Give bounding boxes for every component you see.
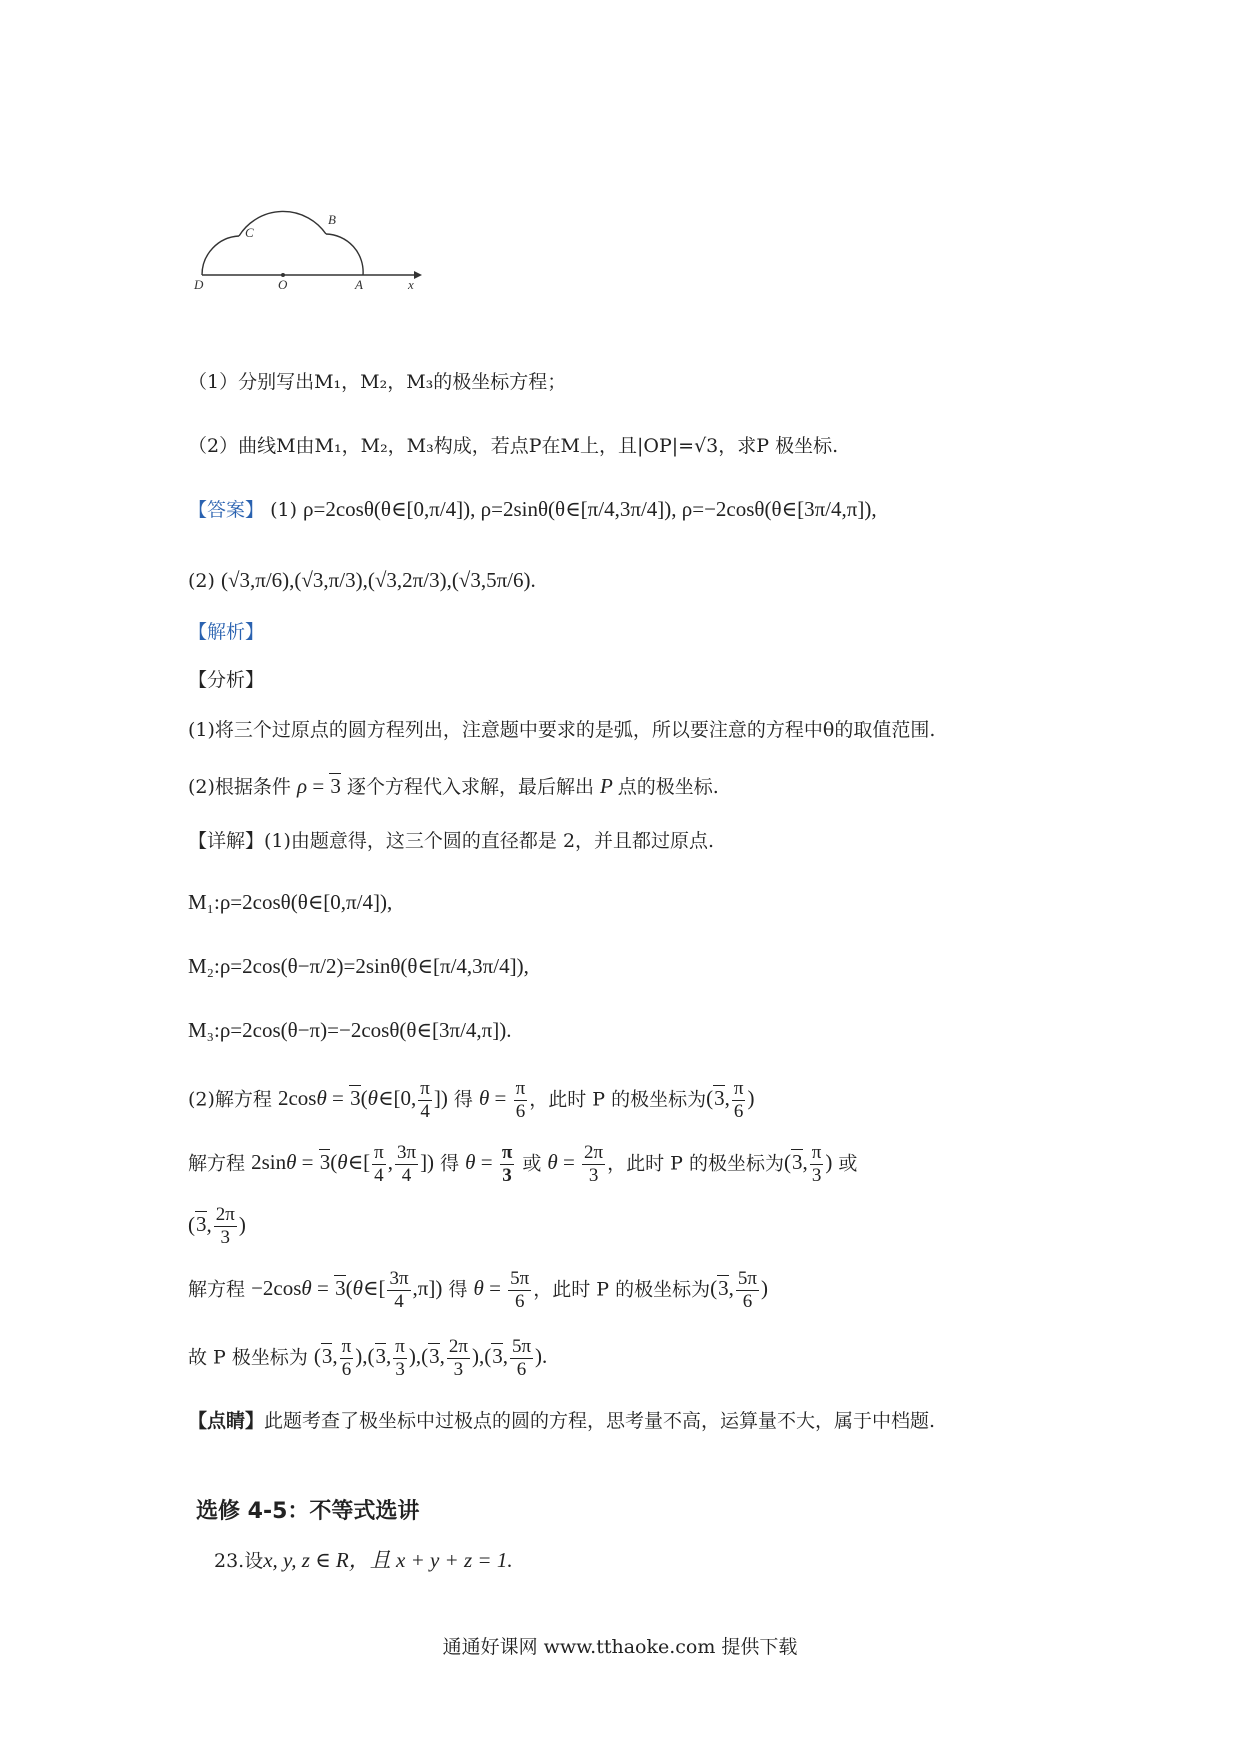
detail-solve2-then: ，此时 P 的极坐标为 bbox=[607, 1152, 785, 1175]
detail-m2: M₂:ρ=2cos(θ−π/2)=2sinθ(θ∈[π/4,3π/4]), bbox=[188, 954, 529, 978]
detail-conclusion-coords: (3, $\frac{\pi}{6}$ ),(3, $\frac{\pi}{3}$ ),(3, $\frac{2\pi}{3}$ ),(3, $\frac{5\pi}{6}$ ). bbox=[313, 1336, 548, 1380]
analysis-line2-p: P bbox=[600, 774, 618, 798]
comment-text: 此题考查了极坐标中过极点的圆的方程，思考量不高，运算量不大，属于中档题. bbox=[264, 1410, 936, 1432]
detail-solve1-then: ，此时 P 的极坐标为 bbox=[529, 1088, 707, 1111]
detail-solve3-coord: (3, $\frac{5\pi}{6}$ ) bbox=[710, 1268, 768, 1312]
answer-tag: 【答案】 bbox=[188, 499, 265, 521]
detail-solve1-prefix: (2)解方程 bbox=[188, 1088, 272, 1111]
curve-figure bbox=[190, 180, 430, 290]
analysis-subtag: 【分析】 bbox=[188, 669, 265, 691]
label-c: C bbox=[245, 225, 254, 240]
arc-m1 bbox=[326, 234, 363, 275]
q23-text: x, y, z ∈ R，且 x + y + z = 1. bbox=[263, 1548, 513, 1572]
detail-solve3-get: 得 bbox=[448, 1278, 468, 1301]
label-x: x bbox=[408, 277, 414, 290]
x-axis-arrow bbox=[414, 271, 422, 279]
analysis-line-1: (1)将三个过原点的圆方程列出，注意题中要求的是弧，所以要注意的方程中θ的取值范围. bbox=[188, 719, 936, 741]
question-23 bbox=[214, 1546, 513, 1575]
detail-solve-1 bbox=[188, 1078, 754, 1123]
detail-solve3-then: ，此时 P 的极坐标为 bbox=[533, 1278, 711, 1301]
detail-solve2-eq: 2sinθ = 3(θ∈[ $\frac{\pi}{4}$ , $\frac{3\pi}{4}$ ]) bbox=[251, 1142, 435, 1186]
answer-part2-formula: (√3,π/6),(√3,π/3),(√3,2π/3),(√3,5π/6). bbox=[220, 568, 536, 592]
detail-solve3-eq: −2cosθ = 3(θ∈[ $\frac{3\pi}{4}$ ,π]) bbox=[251, 1268, 443, 1312]
detail-conclusion bbox=[188, 1336, 547, 1381]
detail-solve1-coord: (3, $\frac{\pi}{6}$ ) bbox=[706, 1078, 755, 1122]
label-o: O bbox=[278, 277, 288, 290]
detail-solve1-theta: θ = $\frac{\pi}{6}$ bbox=[478, 1078, 526, 1122]
detail-solve2-or2: 或 bbox=[838, 1152, 858, 1175]
label-b: B bbox=[328, 212, 336, 227]
analysis-tag: 【解析】 bbox=[188, 621, 265, 643]
detail-solve2-coord1: (3, $\frac{\pi}{3}$ ) bbox=[784, 1142, 833, 1186]
detail-solve3-prefix: 解方程 bbox=[188, 1278, 246, 1301]
detail-intro-text: (1)由题意得，这三个圆的直径都是 2，并且都过原点. bbox=[264, 830, 715, 852]
detail-solve-2 bbox=[188, 1142, 857, 1187]
answer-part2 bbox=[188, 566, 536, 595]
answer-part1-formula: ρ=2cosθ(θ∈[0,π/4]), ρ=2sinθ(θ∈[π/4,3π/4]), ρ=−2cosθ(θ∈[3π/4,π]), bbox=[303, 497, 877, 521]
q23-prefix: 23.设 bbox=[214, 1550, 264, 1572]
analysis-line2-c: 点的极坐标. bbox=[617, 776, 719, 798]
detail-m3: M₃:ρ=2cos(θ−π)=−2cosθ(θ∈[3π/4,π]). bbox=[188, 1018, 512, 1042]
detail-solve2-prefix: 解方程 bbox=[188, 1152, 246, 1175]
analysis-line2-a: (2)根据条件 bbox=[188, 776, 291, 798]
answer-part1 bbox=[188, 495, 877, 524]
detail-intro bbox=[188, 827, 714, 855]
detail-m1: M₁:ρ=2cosθ(θ∈[0,π/4]), bbox=[188, 890, 393, 914]
detail-solve2-coord2: (3, $\frac{2\pi}{3}$ ) bbox=[188, 1204, 246, 1248]
comment-tag: 【点睛】 bbox=[188, 1410, 265, 1432]
comment bbox=[188, 1407, 935, 1435]
detail-solve2-or: 或 bbox=[522, 1152, 542, 1175]
detail-solve1-eq: 2cosθ = 3(θ∈[0, $\frac{\pi}{4}$ ]) bbox=[277, 1078, 448, 1122]
detail-solve1-get: 得 bbox=[453, 1088, 473, 1111]
label-d: D bbox=[194, 277, 204, 290]
label-a: A bbox=[355, 277, 363, 290]
section-title: 选修 4-5：不等式选讲 bbox=[196, 1499, 420, 1524]
detail-solve2-theta1: θ = $\frac{\pi}{3}$ bbox=[465, 1142, 513, 1186]
detail-solve2-theta2: θ = $\frac{2\pi}{3}$ bbox=[547, 1142, 604, 1186]
answer-part2-label: (2) bbox=[188, 570, 215, 592]
question-1: （1）分别写出M₁，M₂，M₃的极坐标方程； bbox=[188, 371, 567, 393]
analysis-line2-b: 逐个方程代入求解，最后解出 bbox=[346, 776, 594, 798]
arc-m3 bbox=[202, 236, 239, 275]
detail-solve3-theta: θ = $\frac{5\pi}{6}$ bbox=[473, 1268, 530, 1312]
question-2: （2）曲线M由M₁，M₂，M₃构成，若点P在M上，且|OP|=√3，求P 极坐标. bbox=[188, 435, 839, 457]
footer: 通通好课网 www.tthaoke.com 提供下载 bbox=[442, 1636, 798, 1658]
detail-solve2-get: 得 bbox=[440, 1152, 460, 1175]
detail-solve-3 bbox=[188, 1268, 768, 1313]
detail-tag: 【详解】 bbox=[188, 830, 265, 852]
answer-part1-label: (1) bbox=[270, 499, 297, 521]
analysis-line-2 bbox=[188, 772, 719, 801]
analysis-line2-condition: ρ = 3 bbox=[296, 774, 341, 798]
detail-conclusion-prefix: 故 P 极坐标为 bbox=[188, 1346, 308, 1369]
